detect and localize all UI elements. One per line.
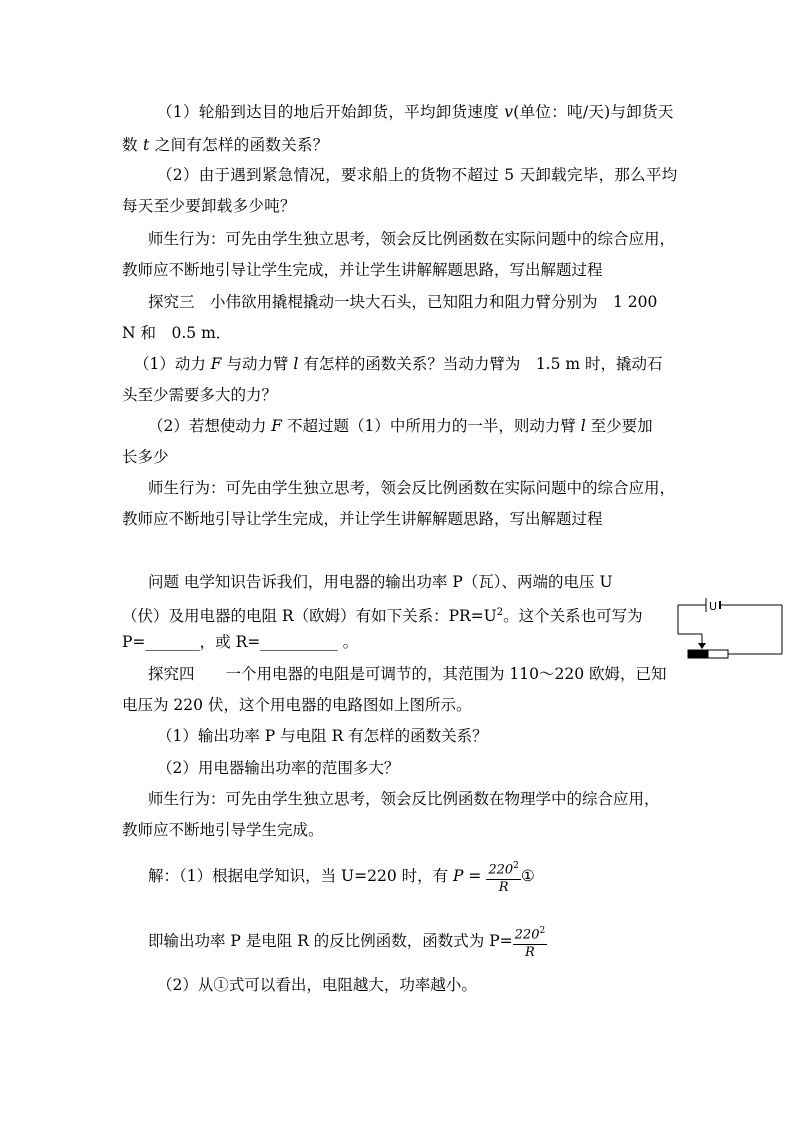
power-formula-fraction: $\frac{220^2}{R}$ (486, 858, 521, 895)
lever-q2-line1: （2）若想使动力 F 不超过题（1）中所用力的一半，则动力臂 l 至少要加 (148, 417, 653, 435)
solution-line1: 解：（1）根据电学知识，当 U=220 时，有 P = $\frac{220^2}{R}$ ① (148, 856, 535, 896)
circuit-slider-arrow (698, 643, 706, 649)
circuit-diagram (676, 596, 786, 662)
lever-q2-line2: 长多少 (122, 448, 169, 466)
explore4-note-line1: 师生行为：可先由学生独立思考，领会反比例函数在物理学中的综合应用， (148, 790, 660, 808)
lever-intro-line1: 探究三 小伟欲用撬棍撬动一块大石头，已知阻力和阻力臂分别为 1 200 (148, 293, 658, 311)
lever-intro-line2: N 和 0.5 m． (122, 324, 232, 342)
lever-note-line2: 教师应不断地引导让学生完成，并让学生讲解解题思路，写出解题过程 (122, 510, 603, 528)
problem-line1: 问题 电学知识告诉我们，用电器的输出功率 P（瓦）、两端的电压 U (148, 573, 613, 591)
problem-line2: （伏）及用电器的电阻 R（欧姆）有如下关系：$PR=U^2$。这个关系也可写为 (122, 607, 643, 626)
ship-note-line2: 教师应不断地引导让学生完成，并让学生讲解解题思路，写出解题过程 (122, 261, 603, 279)
explore4-intro-line2: 电压为 220 伏，这个用电器的电路图如上图所示。 (122, 696, 472, 714)
solution-line2: 即输出功率 P 是电阻 R 的反比例函数，函数式为 P= $\frac{220^2}{R}$ (148, 921, 547, 961)
explore4-q2: （2）用电器输出功率的范围多大？ (157, 759, 400, 777)
power-function-fraction: $\frac{220^2}{R}$ (513, 923, 548, 960)
ship-q2-line1: （2）由于遇到紧急情况，要求船上的货物不超过 5 天卸载完毕，那么平均 (157, 166, 678, 184)
ship-q1-line2: 数 t 之间有怎样的函数关系？ (122, 136, 329, 154)
resistor-light-part (708, 650, 728, 658)
lever-note-line1: 师生行为：可先由学生独立思考，领会反比例函数在实际问题中的综合应用， (148, 479, 676, 497)
circuit-voltage-label: U (709, 600, 718, 613)
explore4-note-line2: 教师应不断地引导学生完成。 (122, 821, 324, 839)
ship-q2-line2: 每天至少要卸载多少吨？ (122, 197, 296, 215)
lever-q1-line1: （1）动力 F 与动力臂 l 有怎样的函数关系？当动力臂为 1.5 m 时，撬动石 (134, 355, 663, 373)
solution-line3: （2）从①式可以看出，电阻越大，功率越小。 (157, 976, 477, 994)
explore4-q1: （1）输出功率 P 与电阻 R 有怎样的函数关系？ (157, 727, 488, 745)
resistor-dark-part (688, 650, 708, 658)
lever-q1-line2: 头至少需要多大的力？ (122, 386, 278, 404)
ship-q1-line1: （1）轮船到达目的地后开始卸货，平均卸货速度 v(单位：吨/天)与卸货天 (157, 103, 674, 121)
explore4-intro-line1: 探究四 一个用电器的电阻是可调节的，其范围为 110～220 欧姆，已知 (148, 665, 667, 683)
ship-note-line1: 师生行为：可先由学生独立思考，领会反比例函数在实际问题中的综合应用， (148, 230, 676, 248)
problem-line3: P=_______，或 R=__________ 。 (122, 633, 359, 651)
